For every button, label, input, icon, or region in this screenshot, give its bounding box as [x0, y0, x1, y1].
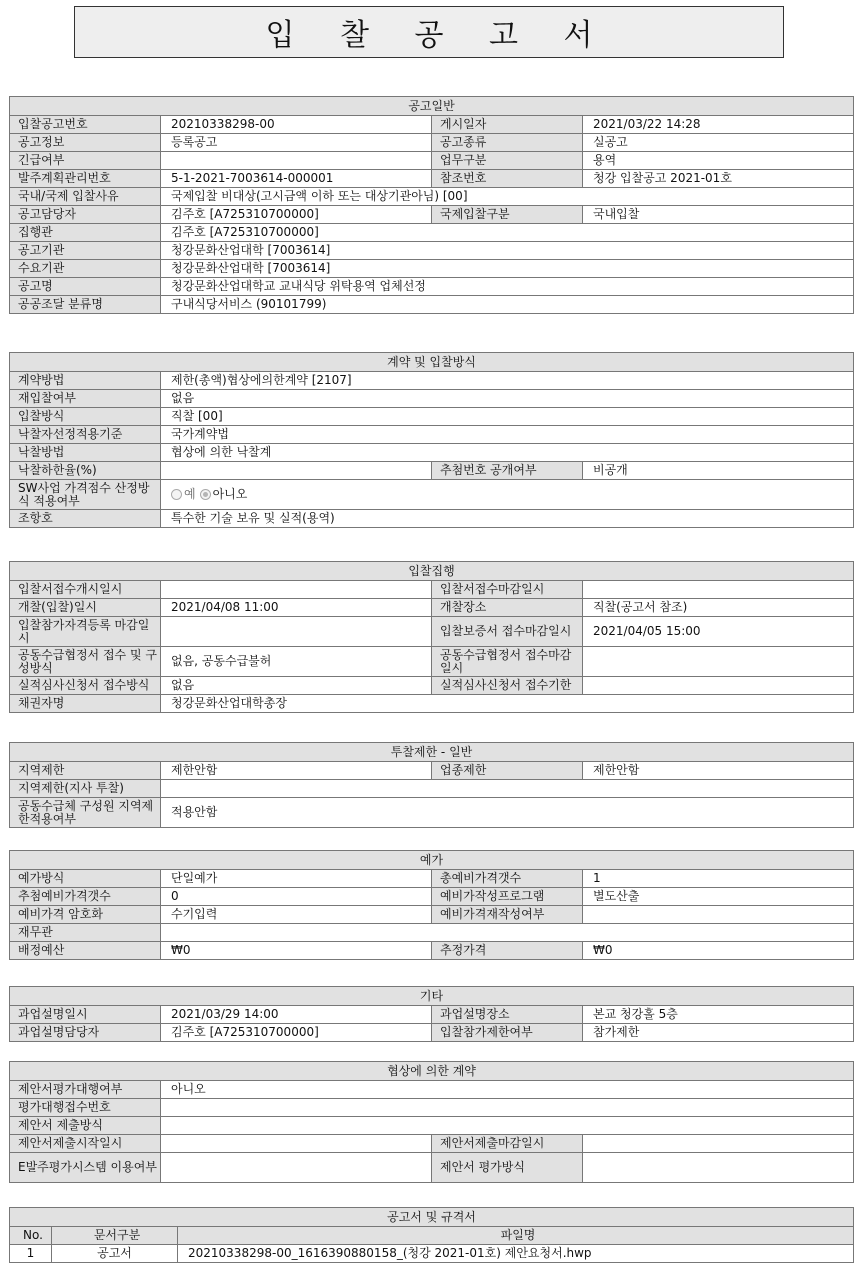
- section-header: 공고일반: [10, 97, 854, 116]
- field-label: 개찰장소: [432, 599, 583, 617]
- field-value: 제한안함: [161, 762, 432, 780]
- field-value: ₩0: [161, 942, 432, 960]
- field-label: 예비가격재작성여부: [432, 906, 583, 924]
- field-label: 지역제한(지사 투찰): [10, 780, 161, 798]
- field-value: 1: [583, 870, 854, 888]
- field-label: 예가방식: [10, 870, 161, 888]
- info-row: [10, 224, 854, 242]
- field-label: 제안서평가대행여부: [10, 1081, 161, 1099]
- field-label: 실적심사신청서 접수기한: [432, 677, 583, 695]
- field-value: 제한(총액)협상에의한계약 [2107]: [161, 372, 854, 390]
- field-label: 참조번호: [432, 170, 583, 188]
- info-row: [10, 780, 854, 798]
- field-label: 입찰참가제한여부: [432, 1024, 583, 1042]
- info-row: [10, 924, 854, 942]
- info-row: [10, 1099, 854, 1117]
- field-value: 청강 입찰공고 2021-01호: [583, 170, 854, 188]
- field-label: 입찰참가자격등록 마감일시: [10, 617, 161, 647]
- field-label: 입찰서접수개시일시: [10, 581, 161, 599]
- info-row: [10, 942, 854, 960]
- info-row: [10, 372, 854, 390]
- field-value: [583, 1135, 854, 1153]
- field-value: 직찰 [00]: [161, 408, 854, 426]
- field-value: 특수한 기술 보유 및 실적(용역): [161, 510, 854, 528]
- field-label: 공동수급협정서 접수 및 구성방식: [10, 647, 161, 677]
- field-value: 청강문화산업대학총장: [161, 695, 854, 713]
- info-row: [10, 170, 854, 188]
- field-value: 별도산출: [583, 888, 854, 906]
- field-label: 공동수급협정서 접수마감일시: [432, 647, 583, 677]
- field-label: 예비가격 암호화: [10, 906, 161, 924]
- info-row: [10, 188, 854, 206]
- field-value: 청강문화산업대학 [7003614]: [161, 260, 854, 278]
- field-value: [583, 1153, 854, 1183]
- field-label: 수요기관: [10, 260, 161, 278]
- field-value: 국제입찰 비대상(고시금액 이하 또는 대상기관아님) [00]: [161, 188, 854, 206]
- page-title: 입 찰 공 고 서: [74, 6, 784, 58]
- field-label: 추정가격: [432, 942, 583, 960]
- field-label: 추첨예비가격갯수: [10, 888, 161, 906]
- info-row: [10, 599, 854, 617]
- field-value: [161, 617, 432, 647]
- info-row: [10, 1081, 854, 1099]
- field-label: 배정예산: [10, 942, 161, 960]
- field-label: 긴급여부: [10, 152, 161, 170]
- field-value: 협상에 의한 낙찰계: [161, 444, 854, 462]
- field-label: 업종제한: [432, 762, 583, 780]
- field-value: 적용안함: [161, 798, 854, 828]
- info-row: [10, 260, 854, 278]
- field-label: 제안서제출시작일시: [10, 1135, 161, 1153]
- field-value: 2021/04/05 15:00: [583, 617, 854, 647]
- info-row: [10, 134, 854, 152]
- section-restriction: [9, 742, 854, 828]
- field-value: 김주호 [A725310700000]: [161, 206, 432, 224]
- field-value: [161, 1153, 432, 1183]
- field-label: 집행관: [10, 224, 161, 242]
- field-value: [583, 581, 854, 599]
- field-label: 낙찰하한율(%): [10, 462, 161, 480]
- field-value: [161, 581, 432, 599]
- info-row: [10, 677, 854, 695]
- col-type-header: 문서구분: [52, 1227, 178, 1245]
- file-no: 1: [10, 1245, 52, 1263]
- field-value: 2021/04/08 11:00: [161, 599, 432, 617]
- field-label: 낙찰자선정적용기준: [10, 426, 161, 444]
- info-row: [10, 390, 854, 408]
- field-value: 국가계약법: [161, 426, 854, 444]
- field-label: 제안서 제출방식: [10, 1117, 161, 1135]
- field-value: 직찰(공고서 참조): [583, 599, 854, 617]
- field-value: [583, 906, 854, 924]
- info-row: [10, 1153, 854, 1183]
- field-label: 공공조달 분류명: [10, 296, 161, 314]
- field-label: 입찰서접수마감일시: [432, 581, 583, 599]
- field-value: 용역: [583, 152, 854, 170]
- info-row: [10, 296, 854, 314]
- field-value: [161, 780, 854, 798]
- field-value: 국내입찰: [583, 206, 854, 224]
- radio-yes-label: 예: [184, 487, 196, 501]
- section-contract: [9, 352, 854, 528]
- field-value: 비공개: [583, 462, 854, 480]
- info-row: [10, 242, 854, 260]
- field-label: 업무구분: [432, 152, 583, 170]
- field-value: [161, 462, 432, 480]
- field-label: 입찰보증서 접수마감일시: [432, 617, 583, 647]
- info-row: [10, 152, 854, 170]
- section-gongo-ilban: [9, 96, 854, 314]
- field-label: 낙찰방법: [10, 444, 161, 462]
- field-value: 2021/03/29 14:00: [161, 1006, 432, 1024]
- info-row: [10, 510, 854, 528]
- field-value: [161, 1117, 854, 1135]
- section-files: [9, 1207, 854, 1263]
- field-label: 국내/국제 입찰사유: [10, 188, 161, 206]
- field-value: [161, 152, 432, 170]
- section-header: 기타: [10, 987, 854, 1006]
- field-value: 김주호 [A725310700000]: [161, 224, 854, 242]
- field-label: 추첨번호 공개여부: [432, 462, 583, 480]
- field-label: 입찰공고번호: [10, 116, 161, 134]
- field-value: 참가제한: [583, 1024, 854, 1042]
- radio-yes[interactable]: [171, 489, 182, 500]
- info-row: [10, 1006, 854, 1024]
- col-no-header: No.: [10, 1227, 52, 1245]
- field-label: E발주평가시스템 이용여부: [10, 1153, 161, 1183]
- info-row: [10, 581, 854, 599]
- field-label: 제안서 평가방식: [432, 1153, 583, 1183]
- field-label: 재입찰여부: [10, 390, 161, 408]
- field-label: 과업설명일시: [10, 1006, 161, 1024]
- section-header: 협상에 의한 계약: [10, 1062, 854, 1081]
- field-value: 제한안함: [583, 762, 854, 780]
- file-link[interactable]: 20210338298-00_1616390880158_(청강 2021-01호) 제안요청서.hwp: [178, 1245, 854, 1263]
- info-row: [10, 1135, 854, 1153]
- info-row: [10, 408, 854, 426]
- info-row: [10, 278, 854, 296]
- col-name-header: 파일명: [178, 1227, 854, 1245]
- field-value: 2021/03/22 14:28: [583, 116, 854, 134]
- section-header: 입찰집행: [10, 562, 854, 581]
- info-row: [10, 1117, 854, 1135]
- info-row: [10, 426, 854, 444]
- field-label: 과업설명장소: [432, 1006, 583, 1024]
- field-value: [583, 677, 854, 695]
- field-value: 0: [161, 888, 432, 906]
- field-label: 계약방법: [10, 372, 161, 390]
- field-label: 재무관: [10, 924, 161, 942]
- field-value: 김주호 [A725310700000]: [161, 1024, 432, 1042]
- field-label: 국제입찰구분: [432, 206, 583, 224]
- info-row: [10, 444, 854, 462]
- info-row: [10, 206, 854, 224]
- field-label: 채권자명: [10, 695, 161, 713]
- field-value: 수기입력: [161, 906, 432, 924]
- section-header: 투찰제한 - 일반: [10, 743, 854, 762]
- section-header: 예가: [10, 851, 854, 870]
- field-label: 개찰(입찰)일시: [10, 599, 161, 617]
- field-value: 5-1-2021-7003614-000001: [161, 170, 432, 188]
- field-label: SW사업 가격점수 산정방식 적용여부: [10, 480, 161, 510]
- field-label: 공고기관: [10, 242, 161, 260]
- field-value: 실공고: [583, 134, 854, 152]
- info-row: [10, 888, 854, 906]
- info-row: [10, 762, 854, 780]
- field-value: [583, 647, 854, 677]
- info-row: [10, 116, 854, 134]
- field-value: 구내식당서비스 (90101799): [161, 296, 854, 314]
- field-value: 없음, 공동수급불허: [161, 647, 432, 677]
- field-value: 20210338298-00: [161, 116, 432, 134]
- section-negotiation: [9, 1061, 854, 1183]
- field-label: 과업설명담당자: [10, 1024, 161, 1042]
- file-row: [10, 1245, 854, 1263]
- field-value: 없음: [161, 390, 854, 408]
- field-label: 게시일자: [432, 116, 583, 134]
- radio-no-label: 아니오: [212, 487, 248, 501]
- field-value: [161, 480, 854, 510]
- field-value: [161, 1099, 854, 1117]
- section-estimate: [9, 850, 854, 960]
- section-etc: [9, 986, 854, 1042]
- field-label: 지역제한: [10, 762, 161, 780]
- sw-row: [10, 480, 854, 510]
- field-value: [161, 924, 854, 942]
- field-label: 공고명: [10, 278, 161, 296]
- file-type: 공고서: [52, 1245, 178, 1263]
- field-label: 실적심사신청서 접수방식: [10, 677, 161, 695]
- section-header: 공고서 및 규격서: [10, 1208, 854, 1227]
- field-label: 총예비가격갯수: [432, 870, 583, 888]
- field-value: 없음: [161, 677, 432, 695]
- field-value: 단일예가: [161, 870, 432, 888]
- field-label: 공고종류: [432, 134, 583, 152]
- section-header: 계약 및 입찰방식: [10, 353, 854, 372]
- field-value: 아니오: [161, 1081, 854, 1099]
- info-row: [10, 870, 854, 888]
- field-value: 본교 청강홀 5층: [583, 1006, 854, 1024]
- radio-no[interactable]: [200, 489, 211, 500]
- info-row: [10, 906, 854, 924]
- info-row: [10, 1024, 854, 1042]
- field-value: 청강문화산업대학교 교내식당 위탁용역 업체선정: [161, 278, 854, 296]
- field-label: 발주계획관리번호: [10, 170, 161, 188]
- field-label: 공고담당자: [10, 206, 161, 224]
- info-row: [10, 798, 854, 828]
- field-label: 공동수급체 구성원 지역제한적용여부: [10, 798, 161, 828]
- field-label: 평가대행접수번호: [10, 1099, 161, 1117]
- field-value: 등록공고: [161, 134, 432, 152]
- info-row: [10, 462, 854, 480]
- info-row: [10, 617, 854, 647]
- info-row: [10, 695, 854, 713]
- field-value: 청강문화산업대학 [7003614]: [161, 242, 854, 260]
- field-label: 입찰방식: [10, 408, 161, 426]
- field-value: ₩0: [583, 942, 854, 960]
- field-label: 공고정보: [10, 134, 161, 152]
- field-label: 조항호: [10, 510, 161, 528]
- field-label: 제안서제출마감일시: [432, 1135, 583, 1153]
- field-label: 예비가작성프로그램: [432, 888, 583, 906]
- info-row: [10, 647, 854, 677]
- section-bidding: [9, 561, 854, 713]
- field-value: [161, 1135, 432, 1153]
